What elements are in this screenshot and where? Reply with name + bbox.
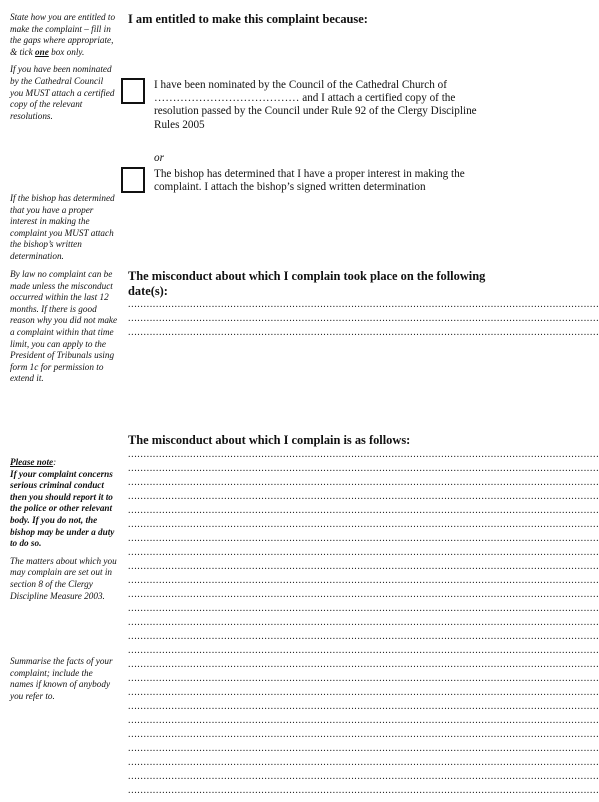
instructions-cathedral-council: If you have been nominated by the Cathedral Council you MUST attach a certified copy of the relevant resolutions.	[10, 64, 115, 121]
option-cathedral-council	[154, 79, 490, 132]
misconduct-line[interactable]: ........................................................................................................................................................	[128, 659, 599, 670]
misconduct-line[interactable]: ........................................................................................................................................................	[128, 547, 599, 558]
instructions-bishop-determination: If the bishop has determined that you have a proper interest in making the complaint you MUST attach the bishop’s written determination.	[10, 193, 115, 261]
misconduct-line[interactable]: ........................................................................................................................................................	[128, 729, 599, 740]
misconduct-line[interactable]: ........................................................................................................................................................	[128, 603, 599, 614]
option-cathedral-council-text-2: and I attach a certified copy of the resolution passed by the Council under Rule 92 of the Clergy Discipline Rules 2005	[154, 92, 477, 131]
please-note-colon: :	[53, 457, 57, 467]
dates-heading: The misconduct about which I complain took place on the following date(s):	[128, 269, 486, 298]
misconduct-line[interactable]: ........................................................................................................................................................	[128, 505, 599, 516]
misconduct-line[interactable]: ........................................................................................................................................................	[128, 645, 599, 656]
misconduct-line[interactable]: ........................................................................................................................................................	[128, 673, 599, 684]
misconduct-line[interactable]: ........................................................................................................................................................	[128, 561, 599, 572]
instructions-one-emphasis: one	[35, 46, 49, 57]
cathedral-name-blank[interactable]: …………………………………	[154, 92, 300, 105]
please-note-label: Please note	[10, 457, 54, 467]
misconduct-line[interactable]: ........................................................................................................................................................	[128, 533, 599, 544]
misconduct-line[interactable]: ........................................................................................................................................................	[128, 491, 599, 502]
misconduct-line[interactable]: ........................................................................................................................................................	[128, 631, 599, 642]
option-cathedral-council-text: I have been nominated by the Council of the Cathedral Church of	[154, 79, 447, 91]
misconduct-line[interactable]: ........................................................................................................................................................	[128, 463, 599, 474]
date-line[interactable]: ........................................................................................................................................................	[128, 299, 599, 310]
date-line[interactable]: ........................................................................................................................................................	[128, 313, 599, 324]
instructions-matters: The matters about which you may complain are set out in section 8 of the Clergy Discipline Measure 2003.	[10, 555, 117, 601]
misconduct-line[interactable]: ........................................................................................................................................................	[128, 743, 599, 754]
misconduct-line[interactable]: ........................................................................................................................................................	[128, 575, 599, 586]
instructions-please-note	[10, 457, 118, 602]
misconduct-line[interactable]: ........................................................................................................................................................	[128, 519, 599, 530]
instructions-entitlement	[10, 12, 118, 122]
misconduct-line[interactable]: ........................................................................................................................................................	[128, 715, 599, 726]
please-note-body: If your complaint concerns serious criminal conduct then you should report it to the police or other relevant body. If you do not, the bishop may be under a duty to do so.	[10, 468, 115, 549]
misconduct-line[interactable]: ........................................................................................................................................................	[128, 771, 599, 782]
misconduct-line[interactable]: ........................................................................................................................................................	[128, 449, 599, 460]
instructions-summarise: Summarise the facts of your complaint; include the names if known of anybody you refer to.	[10, 656, 113, 701]
misconduct-line[interactable]: ........................................................................................................................................................	[128, 477, 599, 488]
misconduct-line[interactable]: ........................................................................................................................................................	[128, 785, 599, 796]
misconduct-heading: The misconduct about which I complain is as follows:	[128, 433, 411, 447]
instructions-time-limit: By law no complaint can be made unless the misconduct occurred within the last 12 months. If there is good reason why you did not make a complaint within that time limit, you can apply to the President of Tribunals using form 1c for permission to extend it.	[10, 269, 118, 384]
misconduct-line[interactable]: ........................................................................................................................................................	[128, 687, 599, 698]
misconduct-line[interactable]: ........................................................................................................................................................	[128, 701, 599, 712]
checkbox-bishop-determination[interactable]	[121, 167, 145, 193]
option-bishop-determination: The bishop has determined that I have a proper interest in making the complaint. I attach the bishop’s signed written determination	[154, 168, 465, 194]
entitlement-heading: I am entitled to make this complaint because:	[128, 12, 368, 26]
misconduct-line[interactable]: ........................................................................................................................................................	[128, 617, 599, 628]
or-separator: or	[154, 152, 164, 164]
checkbox-cathedral-council[interactable]	[121, 78, 145, 104]
misconduct-line[interactable]: ........................................................................................................................................................	[128, 757, 599, 768]
instructions-entitlement-text: State how you are entitled to make the complaint – fill in the gaps where appropriate, & tick	[10, 12, 116, 57]
instructions-entitlement-end: box only.	[48, 46, 85, 57]
date-line[interactable]: ........................................................................................................................................................	[128, 327, 599, 338]
misconduct-line[interactable]: ........................................................................................................................................................	[128, 589, 599, 600]
